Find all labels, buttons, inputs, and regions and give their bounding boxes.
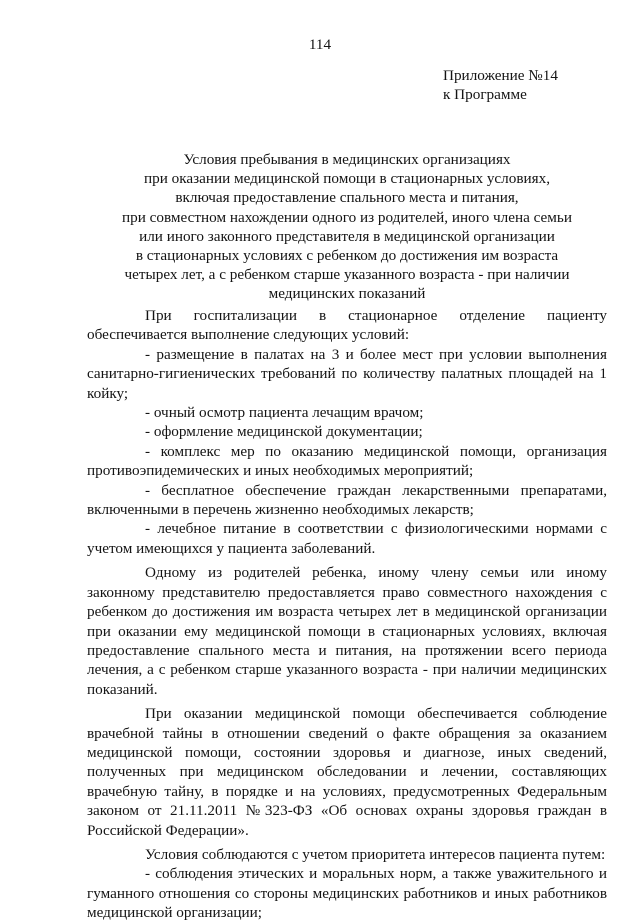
page-number: 114 [308,36,332,53]
title-line: четырех лет, а с ребенком старше указанного возраста - при наличии [124,266,570,284]
title-line: включая предоставление спального места и питания, [175,189,519,207]
appendix-line: к Программе [443,86,527,103]
document-body [87,306,607,923]
list-item: - бесплатное обеспечение граждан лекарственными препаратами, включенными в перечень жизненно необходимых лекарств; [87,481,607,519]
title-line: или иного законного представителя в медицинской организации [139,227,555,245]
title-line: в стационарных условиях с ребенком до достижения им возраста [135,247,559,265]
list-item: - оформление медицинской документации; [145,423,423,441]
paragraph: Условия соблюдаются с учетом приоритета интересов пациента путем: [145,845,606,863]
paragraph: При оказании медицинской помощи обеспечивается соблюдение врачебной тайны в отношении сведений о факте обращения за оказанием медицинской помощи, состоянии здоровья и диагнозе, иных сведений, полученных при медицинском обследовании и лечении, составляющих врачебную тайну, в порядке и на условиях, предусмотренных Федеральным законом от 21.11.2011 №323-ФЗ «Об основах охраны здоровья граждан в Российской Федерации». [87,705,607,839]
list-item: - очный осмотр пациента лечащим врачом; [145,404,424,422]
list-item: - размещение в палатах на 3 и более мест при условии выполнения санитарно-гигиенических требований по количеству палатных площадей на 1 койку; [87,345,607,402]
list-item: - соблюдения этических и моральных норм, а также уважительного и гуманного отношения со стороны медицинских работников и иных работников медицинской организации; [87,865,607,922]
paragraph: При госпитализации в стационарное отделение пациенту обеспечивается выполнение следующих условий: [87,307,607,344]
document-title [87,150,607,304]
appendix-line: Приложение №14 [443,67,558,84]
appendix-note [443,66,558,104]
paragraph: Одному из родителей ребенка, иному члену семьи или иному законному представителю предоставляется право совместного нахождения с ребенком до достижения им возраста четырех лет в медицинской организации при оказании ему медицинской помощи в стационарных условиях, включая предоставление спального места и питания, на протяжении всего периода лечения, а с ребенком старше указанного возраста - при наличии медицинских показаний. [87,564,607,698]
title-line: Условия пребывания в медицинских организациях [183,151,511,168]
list-item: - комплекс мер по оказанию медицинской помощи, организация противоэпидемических и иных необходимых мероприятий; [87,442,607,480]
title-line: при оказании медицинской помощи в стационарных условиях, [143,170,551,188]
list-item: - лечебное питание в соответствии с физиологическими нормами с учетом имеющихся у пациента заболеваний. [87,520,607,557]
title-line: медицинских показаний [268,285,426,303]
title-line: при совместном нахождении одного из родителей, иного члена семьи [122,208,572,226]
